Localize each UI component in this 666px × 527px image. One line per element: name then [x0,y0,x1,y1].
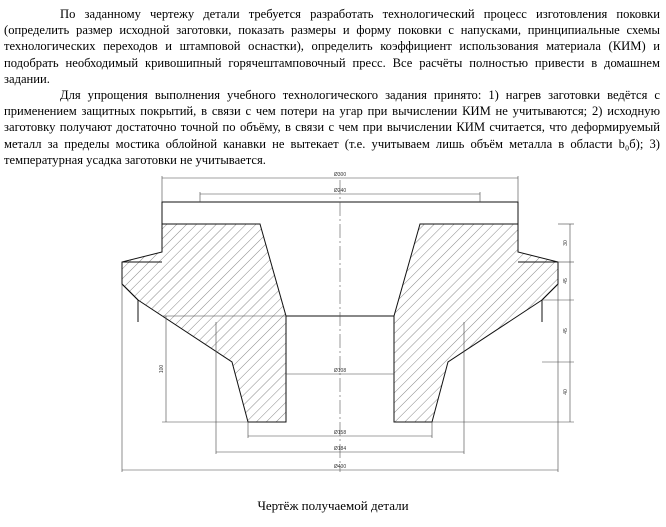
dim-h45b: 45 [563,328,569,334]
paragraph-task: По заданному чертежу детали требуется разработать технологический процесс изготовления поковки (определить размер исходной заготовки, показать размеры и форму поковки с напусками, принципиальные схемы технологических переходов и штамповой оснастки), определить коэффициент использования материала (КИМ) и подобрать необходимый кривошипный горячештамповочный пресс. Все расчёты полностью привести в домашнем задании. [4,7,660,86]
part-drawing [100,172,580,492]
paragraph-assumptions: Для упрощения выполнения учебного технологического задания принято: 1) нагрев заготовки ведётся с применением защитных покрытий, в связи с чем потери на угар при вычислении КИМ не учитываются; 2) исходную заготовку получают достаточно точной по объёму, в связи с чем при вычислении КИМ считается, что деформируемый металл за пределы мостика облойной канавки не вытекает (т.е. учитываем лишь объём металла в области b₀б); 3) температурная усадка заготовки не учитывается. [4,88,660,167]
dim-d158: Ø158 [333,430,347,436]
dim-h40: 40 [563,389,569,395]
dim-h45a: 45 [563,278,569,284]
drawing-caption: Чертёж получаемой детали [257,498,409,513]
dim-h100: 100 [159,364,165,374]
dim-d400: Ø400 [333,464,347,470]
dim-d184: Ø184 [333,446,347,452]
dim-d108: Ø108 [333,368,347,374]
section-right [394,224,558,422]
dim-h30: 30 [563,240,569,246]
task-text [4,6,660,168]
section-left [122,224,286,422]
dim-d300: Ø300 [333,172,347,178]
dim-d240: Ø240 [333,188,347,194]
